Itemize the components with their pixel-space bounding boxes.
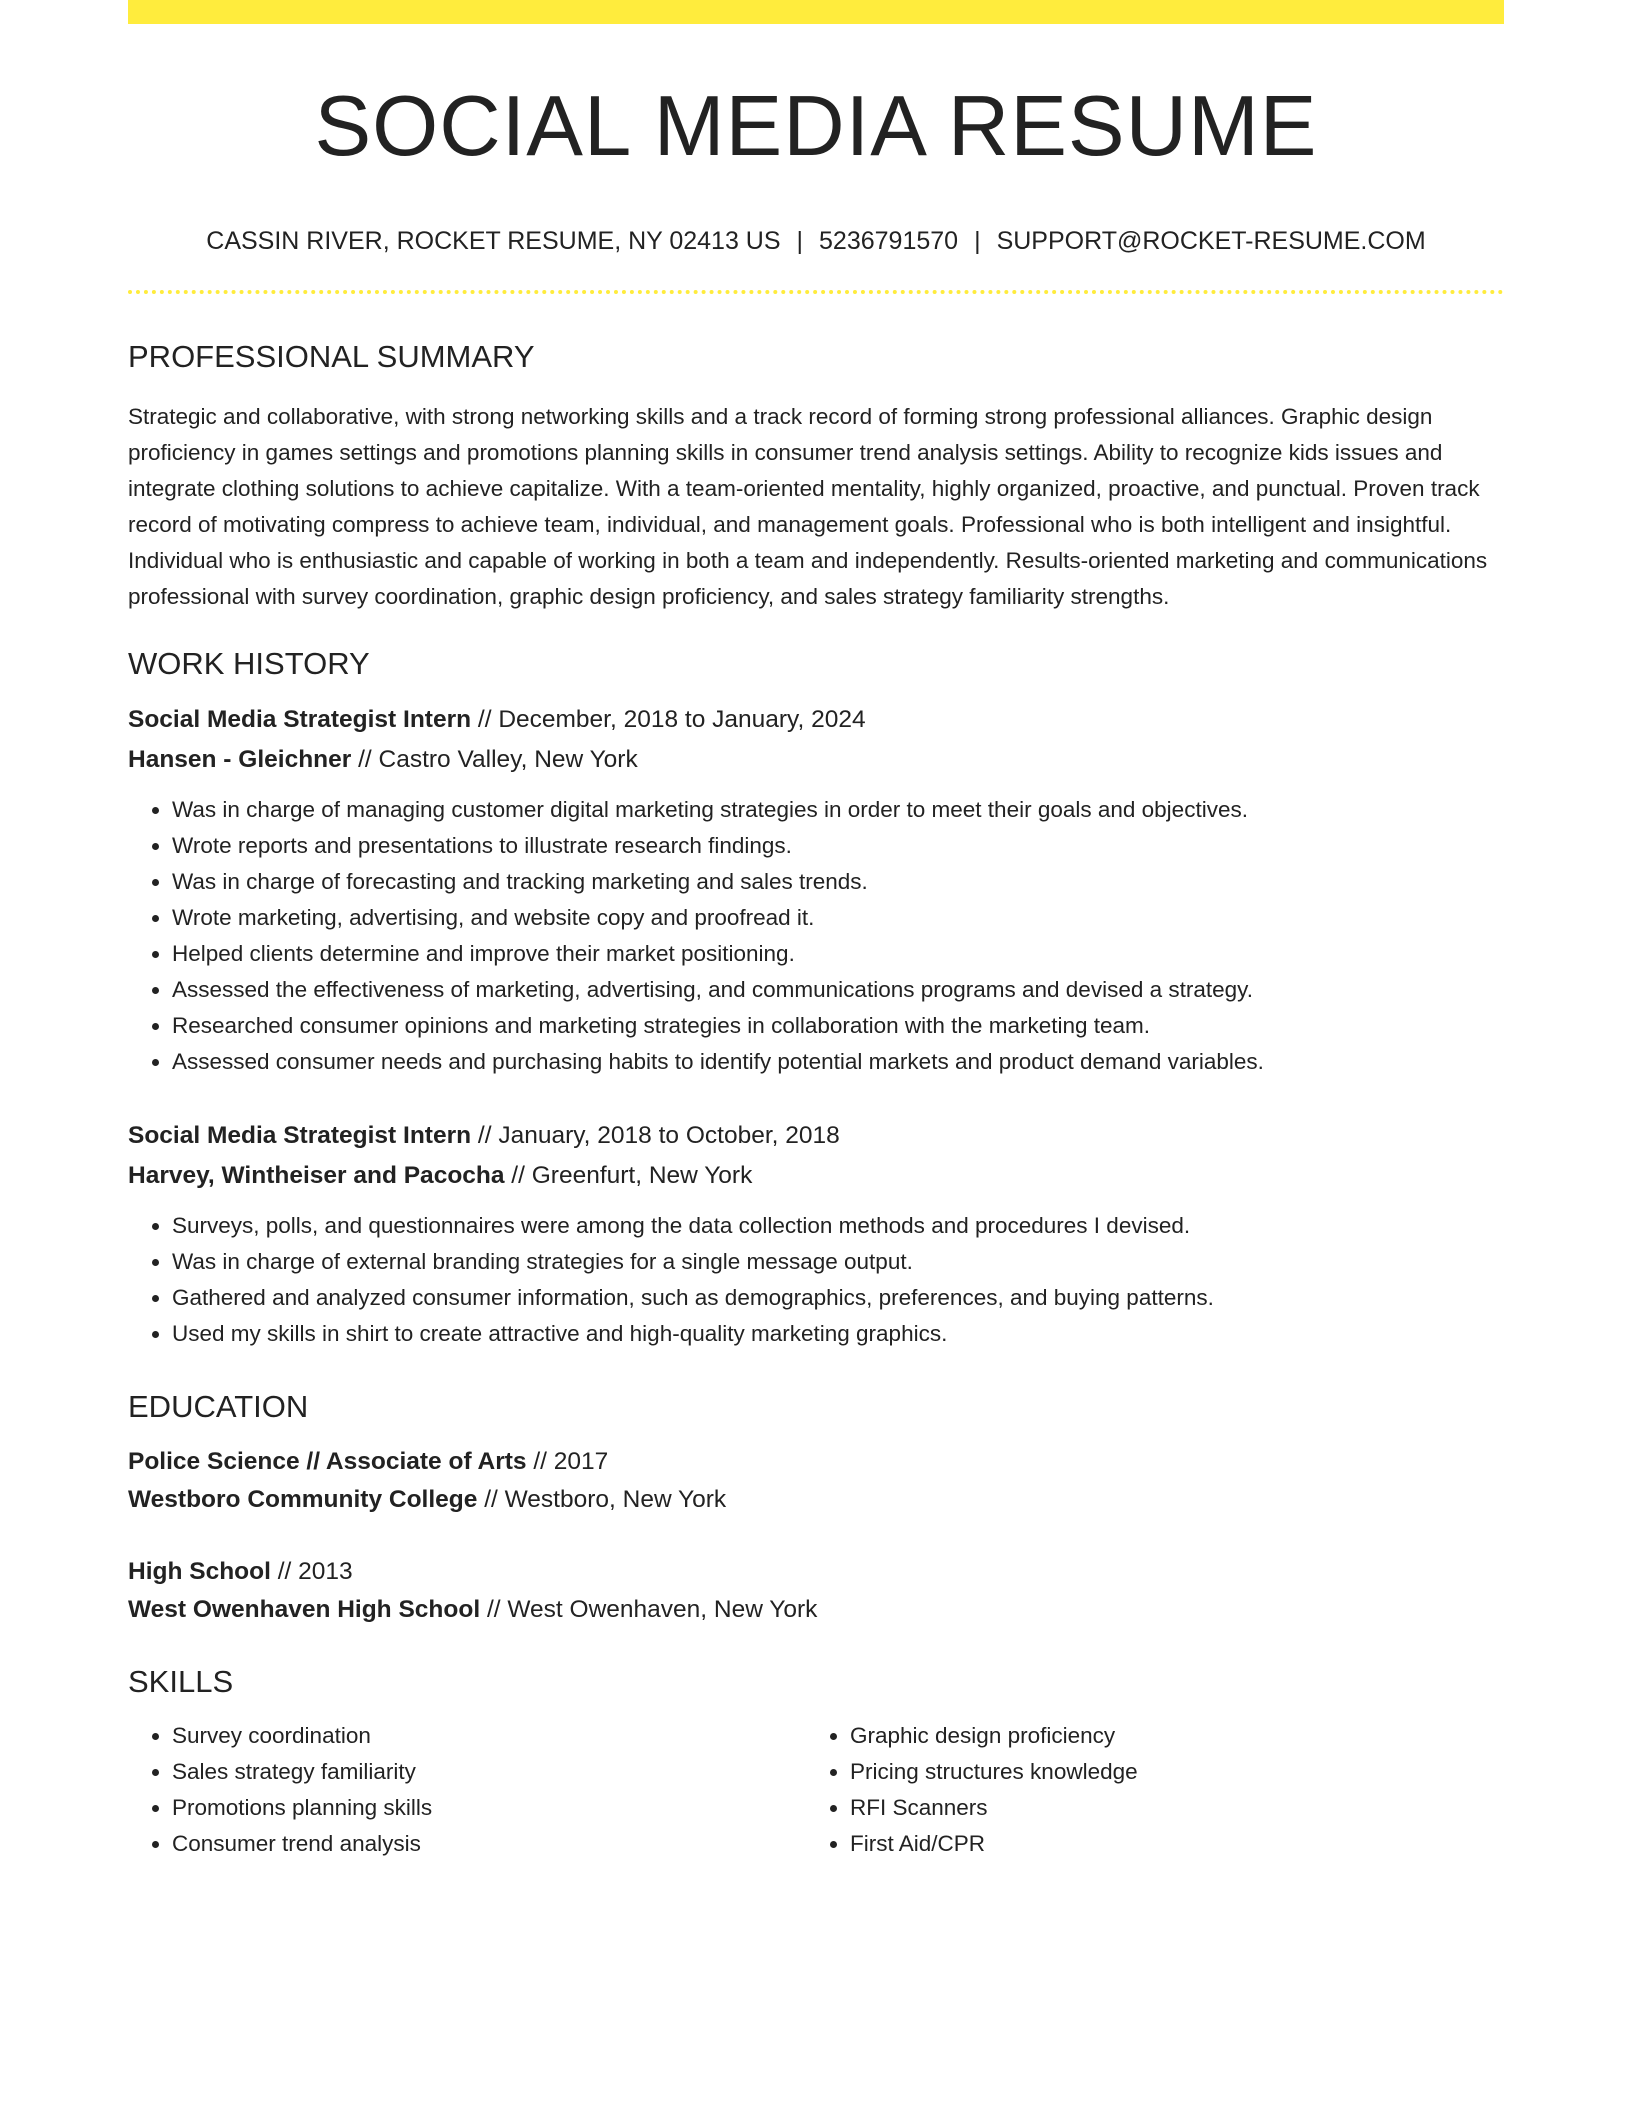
skills-list bbox=[128, 1718, 1504, 1862]
job-bullet: • Assessed the effectiveness of marketing, advertising, and communications programs and devised a strategy. bbox=[172, 972, 1504, 1008]
education-entry bbox=[128, 1443, 1504, 1519]
job-company: Harvey, Wintheiser and Pacocha bbox=[128, 1161, 505, 1189]
contact-line bbox=[128, 226, 1504, 256]
top-accent-bar bbox=[128, 0, 1504, 24]
job-bullets bbox=[128, 792, 1504, 1080]
education-school-line bbox=[128, 1591, 1504, 1629]
job-title: Social Media Strategist Intern bbox=[128, 705, 472, 733]
education-degree: High School bbox=[128, 1558, 271, 1586]
education-school: Westboro Community College bbox=[128, 1486, 478, 1514]
job-company-line bbox=[128, 1156, 1504, 1196]
job-title-line bbox=[128, 1116, 1504, 1156]
education-location: // Westboro, New York bbox=[477, 1486, 727, 1514]
education-degree-line bbox=[128, 1443, 1504, 1481]
summary-text: Strategic and collaborative, with strong networking skills and a track record of forming strong professional alliances. Graphic design proficiency in games settings and promotions planning skills in consumer trend analysis settings. Ability to recognize kids issues and integrate clothing solutions to achieve capitalize. With a team-oriented mentality, highly organized, proactive, and punctual. Proven track record of motivating compress to achieve team, individual, and management goals. Professional who is both intelligent and insightful. Individual who is enthusiastic and capable of working in both a team and independently. Results-oriented marketing and communications professional with survey coordination, graphic design proficiency, and sales strategy familiarity strengths. bbox=[128, 403, 1488, 609]
contact-phone: 5236791570 bbox=[819, 226, 959, 255]
job-company: Hansen - Gleichner bbox=[128, 745, 352, 773]
skill-item: • RFI Scanners bbox=[850, 1790, 1484, 1826]
job-bullet: • Surveys, polls, and questionnaires were among the data collection methods and procedures I devised. bbox=[172, 1208, 1504, 1244]
job-entry bbox=[128, 700, 1504, 1080]
job-bullet: • Gathered and analyzed consumer information, such as demographics, preferences, and buying patterns. bbox=[172, 1280, 1504, 1316]
resume-title: SOCIAL MEDIA RESUME bbox=[314, 79, 1318, 174]
skill-item: • Survey coordination bbox=[172, 1718, 806, 1754]
skill-item: • Pricing structures knowledge bbox=[850, 1754, 1484, 1790]
job-bullet: • Assessed consumer needs and purchasing habits to identify potential markets and product demand variables. bbox=[172, 1044, 1504, 1080]
job-title: Social Media Strategist Intern bbox=[128, 1121, 472, 1149]
dotted-divider bbox=[128, 290, 1504, 294]
job-entry bbox=[128, 1116, 1504, 1352]
job-title-line bbox=[128, 700, 1504, 740]
job-dates: // December, 2018 to January, 2024 bbox=[471, 705, 866, 733]
contact-email: SUPPORT@ROCKET-RESUME.COM bbox=[996, 226, 1426, 255]
education-school: West Owenhaven High School bbox=[128, 1596, 481, 1624]
skill-item: • Promotions planning skills bbox=[172, 1790, 806, 1826]
job-bullet: • Was in charge of external branding strategies for a single message output. bbox=[172, 1244, 1504, 1280]
skills-column-right bbox=[806, 1718, 1484, 1862]
job-location: // Greenfurt, New York bbox=[504, 1161, 753, 1189]
contact-address: CASSIN RIVER, ROCKET RESUME, NY 02413 US bbox=[206, 226, 781, 255]
skill-item: • First Aid/CPR bbox=[850, 1826, 1484, 1862]
job-bullet: • Was in charge of forecasting and tracking marketing and sales trends. bbox=[172, 864, 1504, 900]
skill-item: • Sales strategy familiarity bbox=[172, 1754, 806, 1790]
education-school-line bbox=[128, 1481, 1504, 1519]
job-company-line bbox=[128, 740, 1504, 780]
education-year: // 2013 bbox=[270, 1558, 353, 1586]
summary-heading: PROFESSIONAL SUMMARY bbox=[128, 338, 535, 374]
job-bullet: • Researched consumer opinions and marketing strategies in collaboration with the marketing team. bbox=[172, 1008, 1504, 1044]
skills-column-left bbox=[128, 1718, 806, 1862]
job-bullet: • Helped clients determine and improve their market positioning. bbox=[172, 936, 1504, 972]
resume-page bbox=[128, 0, 1504, 1862]
contact-separator: | bbox=[796, 226, 804, 255]
job-location: // Castro Valley, New York bbox=[351, 745, 638, 773]
education-degree-line bbox=[128, 1553, 1504, 1591]
work-history-heading: WORK HISTORY bbox=[128, 645, 370, 681]
job-bullet: • Wrote reports and presentations to illustrate research findings. bbox=[172, 828, 1504, 864]
skills-heading: SKILLS bbox=[128, 1664, 234, 1700]
job-bullet: • Used my skills in shirt to create attractive and high-quality marketing graphics. bbox=[172, 1316, 1504, 1352]
skill-item: • Graphic design proficiency bbox=[850, 1718, 1484, 1754]
education-heading: EDUCATION bbox=[128, 1388, 309, 1424]
job-bullets bbox=[128, 1208, 1504, 1352]
contact-separator: | bbox=[974, 226, 981, 255]
job-dates: // January, 2018 to October, 2018 bbox=[471, 1121, 840, 1149]
job-bullet: • Was in charge of managing customer digital marketing strategies in order to meet their goals and objectives. bbox=[172, 792, 1504, 828]
skill-item: • Consumer trend analysis bbox=[172, 1826, 806, 1862]
education-entry bbox=[128, 1553, 1504, 1629]
education-location: // West Owenhaven, New York bbox=[480, 1596, 818, 1624]
education-year: // 2017 bbox=[526, 1448, 609, 1476]
job-bullet: • Wrote marketing, advertising, and website copy and proofread it. bbox=[172, 900, 1504, 936]
education-degree: Police Science // Associate of Arts bbox=[128, 1448, 527, 1476]
